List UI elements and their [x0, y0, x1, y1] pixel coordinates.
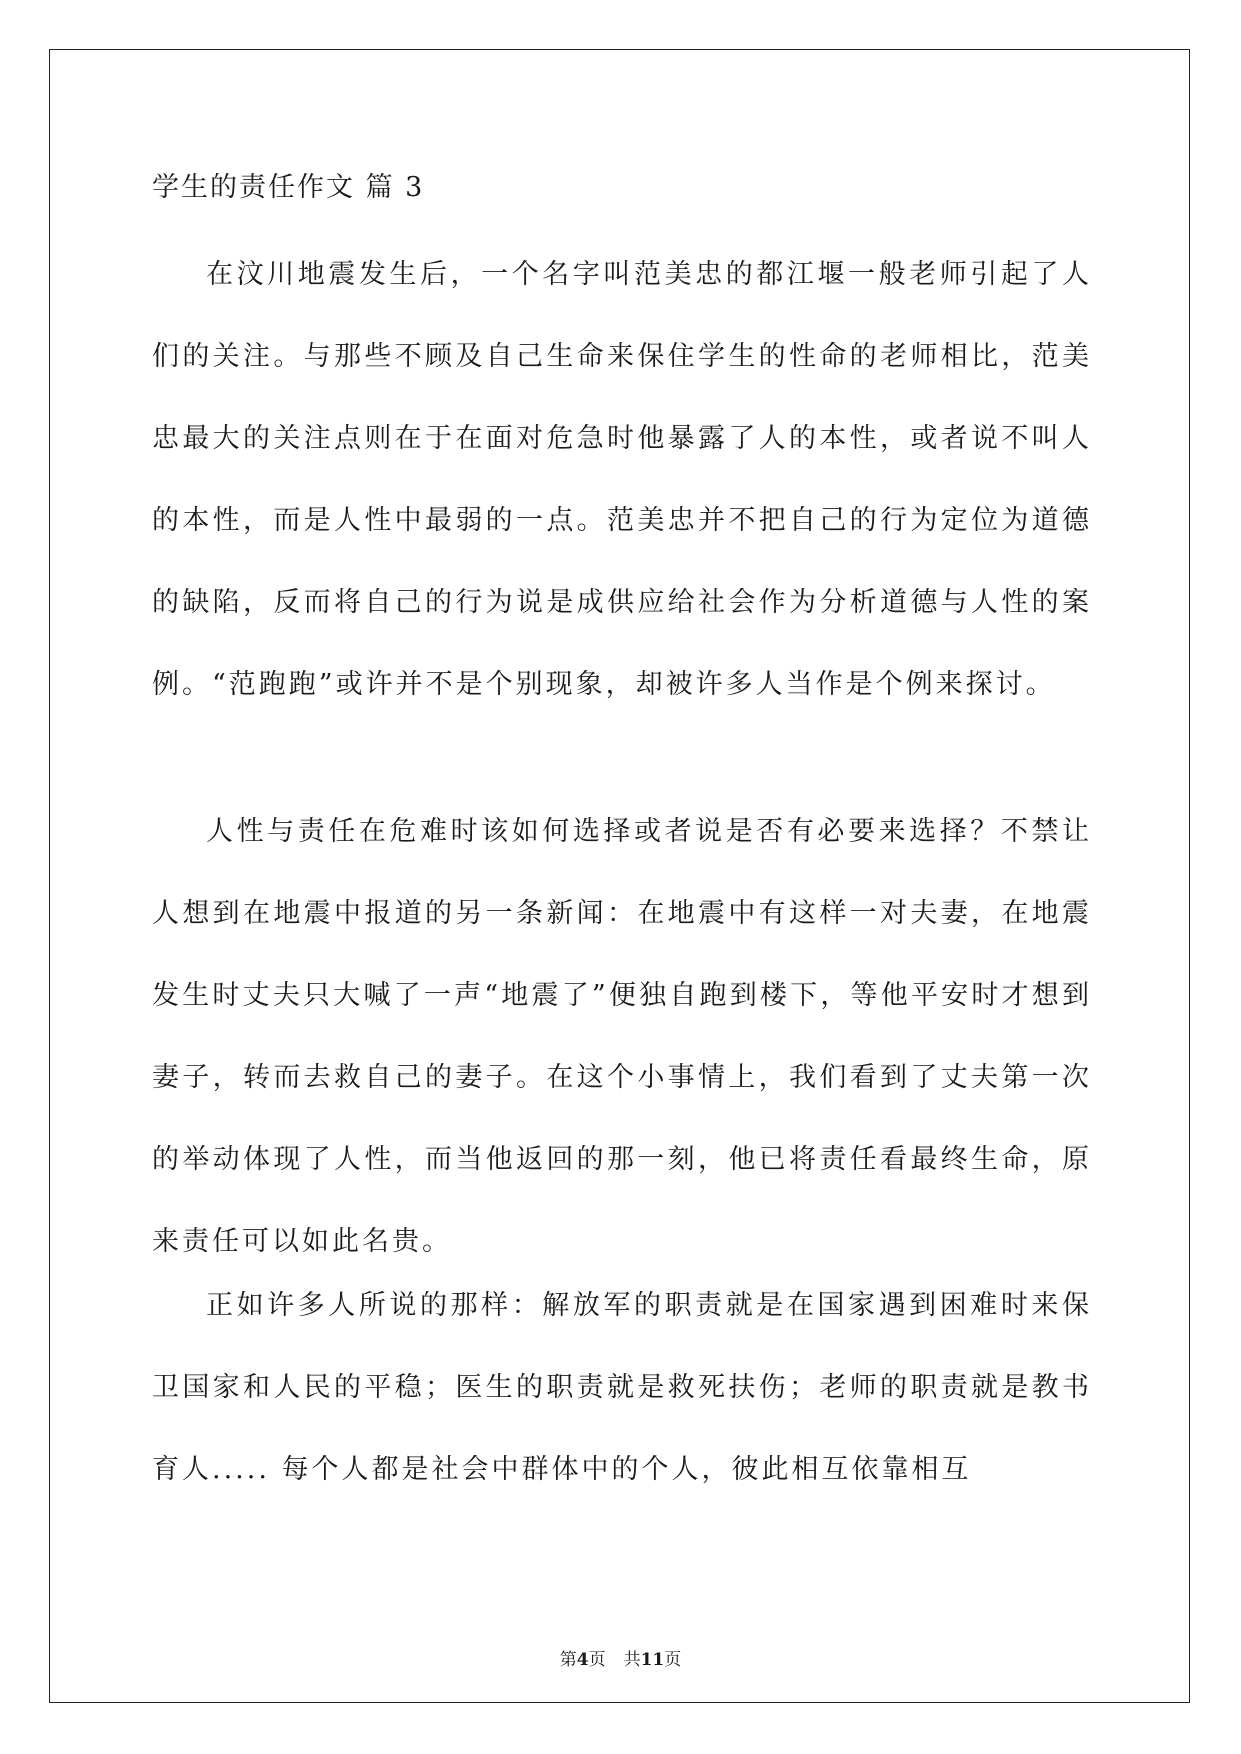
page-number-suffix: 页: [588, 1650, 606, 1670]
page-number-total: 11: [640, 1650, 665, 1670]
paragraph-1: 在汶川地震发生后，一个名字叫范美忠的都江堰一般老师引起了人们的关注。与那些不顾及自己生命来保住学生的性命的老师相比，范美忠最大的关注点则在于在面对危急时他暴露了人的本性，或者说不叫人的本性，而是人性中最弱的一点。范美忠并不把自己的行为定位为道德的缺陷，反而将自己的行为说是成供应给社会作为分析道德与人性的案例。“范跑跑”或许并不是个别现象，却被许多人当作是个例来探讨。: [152, 259, 1092, 700]
page-total-prefix: 共: [623, 1650, 641, 1670]
paragraph-3: 正如许多人所说的那样：解放军的职责就是在国家遇到困难时来保卫国家和人民的平稳；医生的职责就是救死扶伤；老师的职责就是教书育人..... 每个人都是社会中群体中的个人，彼此相互依靠相互: [152, 1290, 1092, 1485]
page-number-prefix: 第: [559, 1650, 577, 1670]
paragraph-2: 人性与责任在危难时该如何选择或者说是否有必要来选择？不禁让人想到在地震中报道的另一条新闻：在地震中有这样一对夫妻，在地震发生时丈夫只大喊了一声“地震了”便独自跑到楼下，等他平安时才想到妻子，转而去救自己的妻子。在这个小事情上，我们看到了丈夫第一次的举动体现了人性，而当他返回的那一刻，他已将责任看最终生命，原来责任可以如此名贵。: [152, 816, 1092, 1257]
page-footer: [0, 1648, 1241, 1672]
page-number-current: 4: [576, 1650, 589, 1670]
page-total-suffix: 页: [664, 1650, 682, 1670]
essay-heading: 学生的责任作文 篇 3: [152, 172, 425, 203]
